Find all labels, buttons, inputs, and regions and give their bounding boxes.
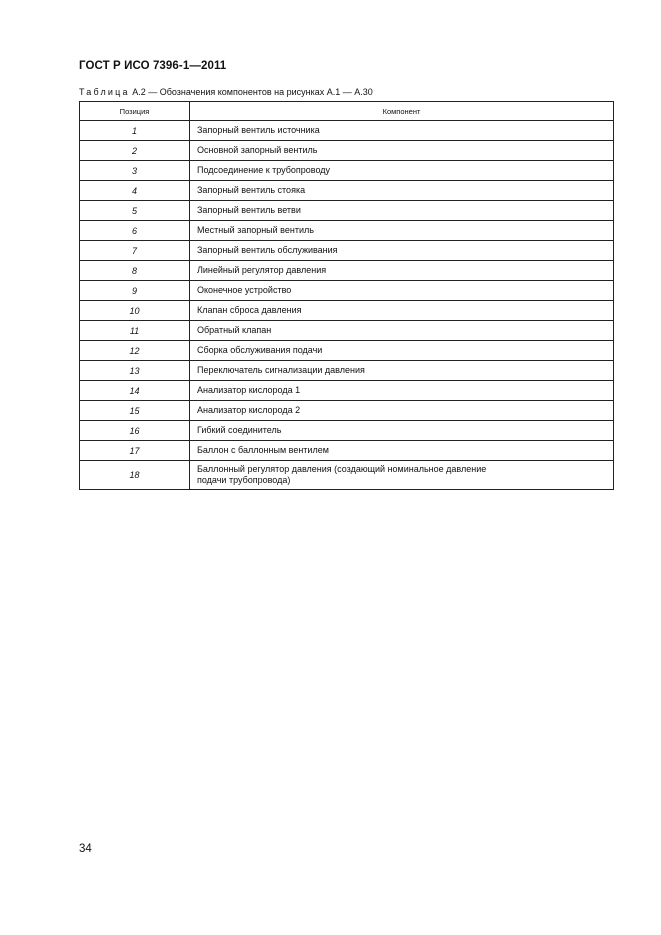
component-name: Основной запорный вентиль <box>197 145 318 155</box>
position-cell: 5 <box>80 201 190 221</box>
table-row <box>80 261 614 281</box>
table-caption-prefix: Таблица <box>79 87 130 97</box>
table-row <box>80 321 614 341</box>
position-cell: 6 <box>80 221 190 241</box>
component-cell <box>190 301 614 321</box>
component-cell <box>190 321 614 341</box>
component-name: Запорный вентиль стояка <box>197 185 306 195</box>
position-cell: 13 <box>80 361 190 381</box>
position-cell: 12 <box>80 341 190 361</box>
position-cell: 17 <box>80 441 190 461</box>
component-name: Обратный клапан <box>197 325 272 335</box>
component-name: Местный запорный вентиль <box>197 225 314 235</box>
component-cell <box>190 401 614 421</box>
table-row <box>80 121 614 141</box>
table-row <box>80 381 614 401</box>
component-cell <box>190 221 614 241</box>
position-cell: 7 <box>80 241 190 261</box>
component-name: Подсоединение к трубопроводу <box>197 165 331 175</box>
table-caption <box>79 87 373 97</box>
component-cell <box>190 201 614 221</box>
table-row <box>80 441 614 461</box>
position-cell: 4 <box>80 181 190 201</box>
table-row <box>80 341 614 361</box>
table-row <box>80 401 614 421</box>
component-name: Анализатор кислорода 2 <box>197 405 301 415</box>
component-cell <box>190 461 614 490</box>
position-cell: 1 <box>80 121 190 141</box>
table-row <box>80 181 614 201</box>
table-header-row <box>80 102 614 121</box>
component-cell <box>190 441 614 461</box>
position-cell: 15 <box>80 401 190 421</box>
position-cell: 18 <box>80 461 190 490</box>
component-name: Анализатор кислорода 1 <box>197 385 301 395</box>
component-name: Гибкий соединитель <box>197 425 282 435</box>
table-row <box>80 361 614 381</box>
component-name: Сборка обслуживания подачи <box>197 345 323 355</box>
component-cell <box>190 121 614 141</box>
component-cell <box>190 341 614 361</box>
component-cell <box>190 281 614 301</box>
table-row <box>80 201 614 221</box>
component-cell <box>190 381 614 401</box>
position-cell: 2 <box>80 141 190 161</box>
table-row <box>80 301 614 321</box>
table-row <box>80 421 614 441</box>
document-code: ГОСТ Р ИСО 7396-1—2011 <box>79 60 227 72</box>
component-name: Оконечное устройство <box>197 285 292 295</box>
position-cell: 14 <box>80 381 190 401</box>
column-header-component: Компонент <box>190 102 614 121</box>
component-name: Линейный регулятор давления <box>197 265 327 275</box>
column-header-position: Позиция <box>80 102 190 121</box>
table-row <box>80 161 614 181</box>
component-cell <box>190 141 614 161</box>
component-cell <box>190 241 614 261</box>
component-cell <box>190 261 614 281</box>
position-cell: 8 <box>80 261 190 281</box>
component-cell <box>190 421 614 441</box>
position-cell: 16 <box>80 421 190 441</box>
table-body <box>80 121 614 490</box>
table-row <box>80 241 614 261</box>
table-row <box>80 141 614 161</box>
position-cell: 3 <box>80 161 190 181</box>
component-name: Запорный вентиль обслуживания <box>197 245 338 255</box>
position-cell: 10 <box>80 301 190 321</box>
component-name: Запорный вентиль ветви <box>197 205 301 215</box>
table-row <box>80 221 614 241</box>
component-cell <box>190 181 614 201</box>
position-cell: 11 <box>80 321 190 341</box>
component-name: Клапан сброса давления <box>197 305 302 315</box>
component-name: Баллон с баллонным вентилем <box>197 445 329 455</box>
table-caption-text: А.2 — Обозначения компонентов на рисунках А.1 — А.30 <box>129 87 373 97</box>
position-cell: 9 <box>80 281 190 301</box>
component-name: Переключатель сигнализации давления <box>197 365 365 375</box>
page-number: 34 <box>79 843 92 855</box>
component-name: Запорный вентиль источника <box>197 125 320 135</box>
component-cell <box>190 161 614 181</box>
components-table <box>79 101 614 490</box>
component-name: Баллонный регулятор давления (создающий номинальное давление <box>197 464 487 474</box>
table-row <box>80 461 614 490</box>
component-name-continued: подачи трубопровода) <box>197 475 291 485</box>
table-row <box>80 281 614 301</box>
component-cell <box>190 361 614 381</box>
